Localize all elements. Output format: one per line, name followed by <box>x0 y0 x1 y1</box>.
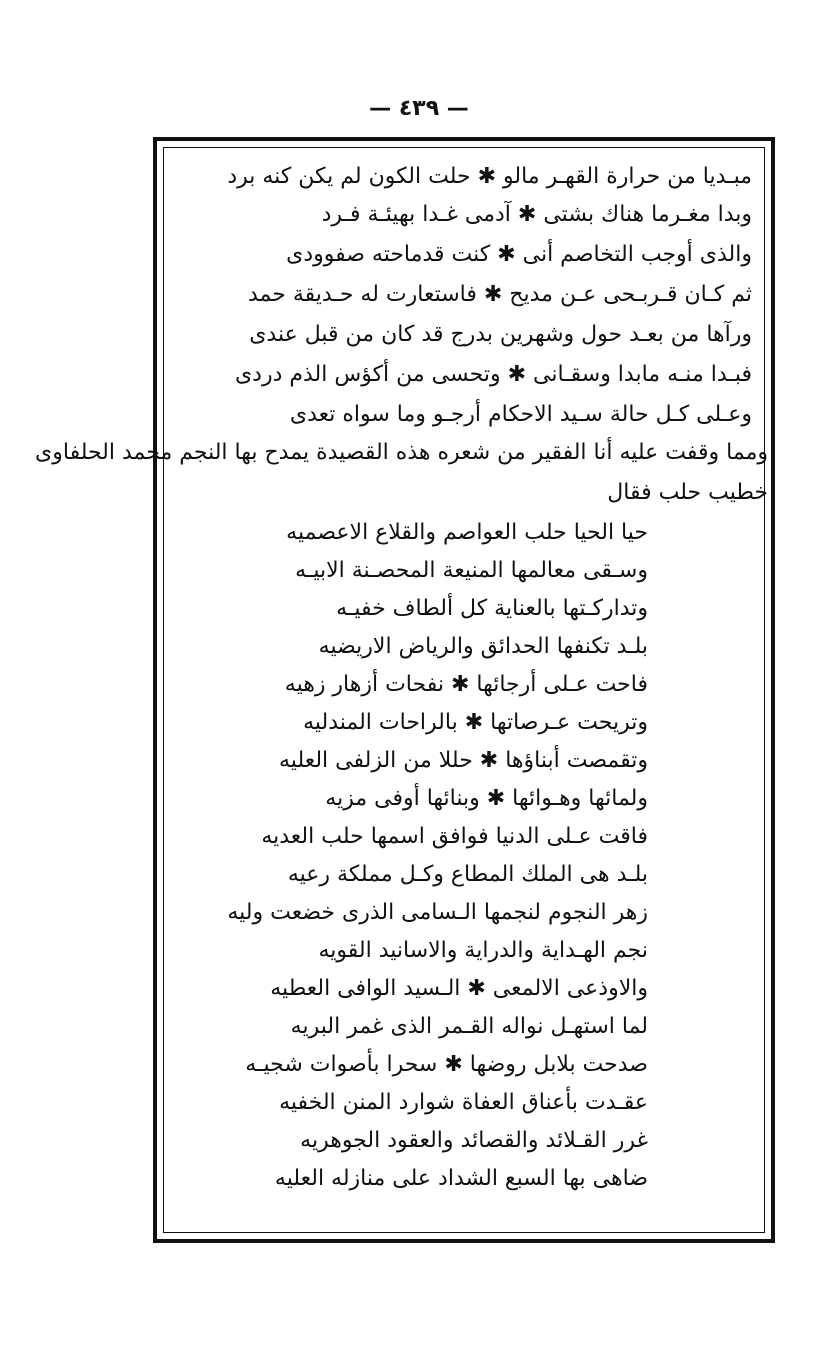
poem-line: نجم الهـداية والدراية والاسانيد القويه <box>318 938 648 963</box>
poem-line: بلـد هى الملك المطاع وكـل مملكة رعيه <box>287 862 648 887</box>
narrative-line: خطيب حلب فقال <box>607 480 768 505</box>
poem-line: زهر النجوم لنجمها الـسامى الذرى خضعت وليه <box>227 900 648 925</box>
poem <box>128 518 648 1218</box>
page-number: — ٤٣٩ — <box>369 96 469 121</box>
poem-line: عقـدت بأعناق العفاة شوارد المنن الخفيه <box>279 1090 648 1115</box>
narrative-paragraph <box>35 438 768 518</box>
poem-line: حيا الحيا حلب العواصم والقلاع الاعصميه <box>286 520 648 545</box>
poem-line: فاقت عـلى الدنيا فوافق اسمها حلب العديه <box>261 824 648 849</box>
narrative-line: ومما وقفت عليه أنا الفقير من شعره هذه القصيدة يمدح بها النجم محمد الحلفاوى <box>35 440 768 465</box>
poem-line: وسـقى معالمها المنيعة المحصـنة الابيـه <box>295 558 648 583</box>
poem-line: وتداركـتها بالعناية كل ألطاف خفيـه <box>336 596 648 621</box>
verse-line: مبـديا من حرارة القهـر مالو ✱ حلت الكون لم يكن كنه برد <box>227 164 752 189</box>
poem-line: وتريحت عـرصاتها ✱ بالراحات المندليه <box>303 710 648 735</box>
poem-line: غرر القـلائد والقصائد والعقود الجوهريه <box>300 1128 648 1153</box>
verse-line: وبدا مغـرما هناك بشتى ✱ آدمى غـدا بهيئـة فـرد <box>321 202 752 227</box>
poem-line: وتقمصت أبناؤها ✱ حللا من الزلفى العليه <box>279 748 648 773</box>
verse-line: فبـدا منـه مابدا وسقـانى ✱ وتحسى من أكؤس الذم دردى <box>234 362 752 387</box>
poem-line: ولمائها وهـوائها ✱ وبنائها أوفى مزيه <box>325 786 648 811</box>
intro-verses <box>192 162 752 462</box>
verse-line: وعـلى كـل حالة سـيد الاحكام أرجـو وما سواه تعدى <box>289 402 752 427</box>
verse-line: والذى أوجب التخاصم أنى ✱ كنت قدماحته صفوودى <box>286 242 752 267</box>
verse-line: ورآها من بعـد حول وشهرين بدرج قد كان من قبل عندى <box>249 322 752 347</box>
poem-line: والاوذعى الالمعى ✱ الـسيد الوافى العطيه <box>270 976 648 1001</box>
poem-line: لما استهـل نواله القـمر الذى غمر البريه <box>290 1014 648 1039</box>
poem-line: ضاهى بها السبع الشداد على منازله العليه <box>274 1166 648 1191</box>
poem-line: بلـد تكنفها الحدائق والرياض الاريضيه <box>318 634 648 659</box>
poem-line: صدحت بلابل روضها ✱ سحرا بأصوات شجيـه <box>245 1052 648 1077</box>
verse-line: ثم كـان قـربـحى عـن مديح ✱ فاستعارت له حـديقة حمد <box>247 282 752 307</box>
poem-line: فاحت عـلى أرجائها ✱ نفحات أزهار زهيه <box>284 672 648 697</box>
